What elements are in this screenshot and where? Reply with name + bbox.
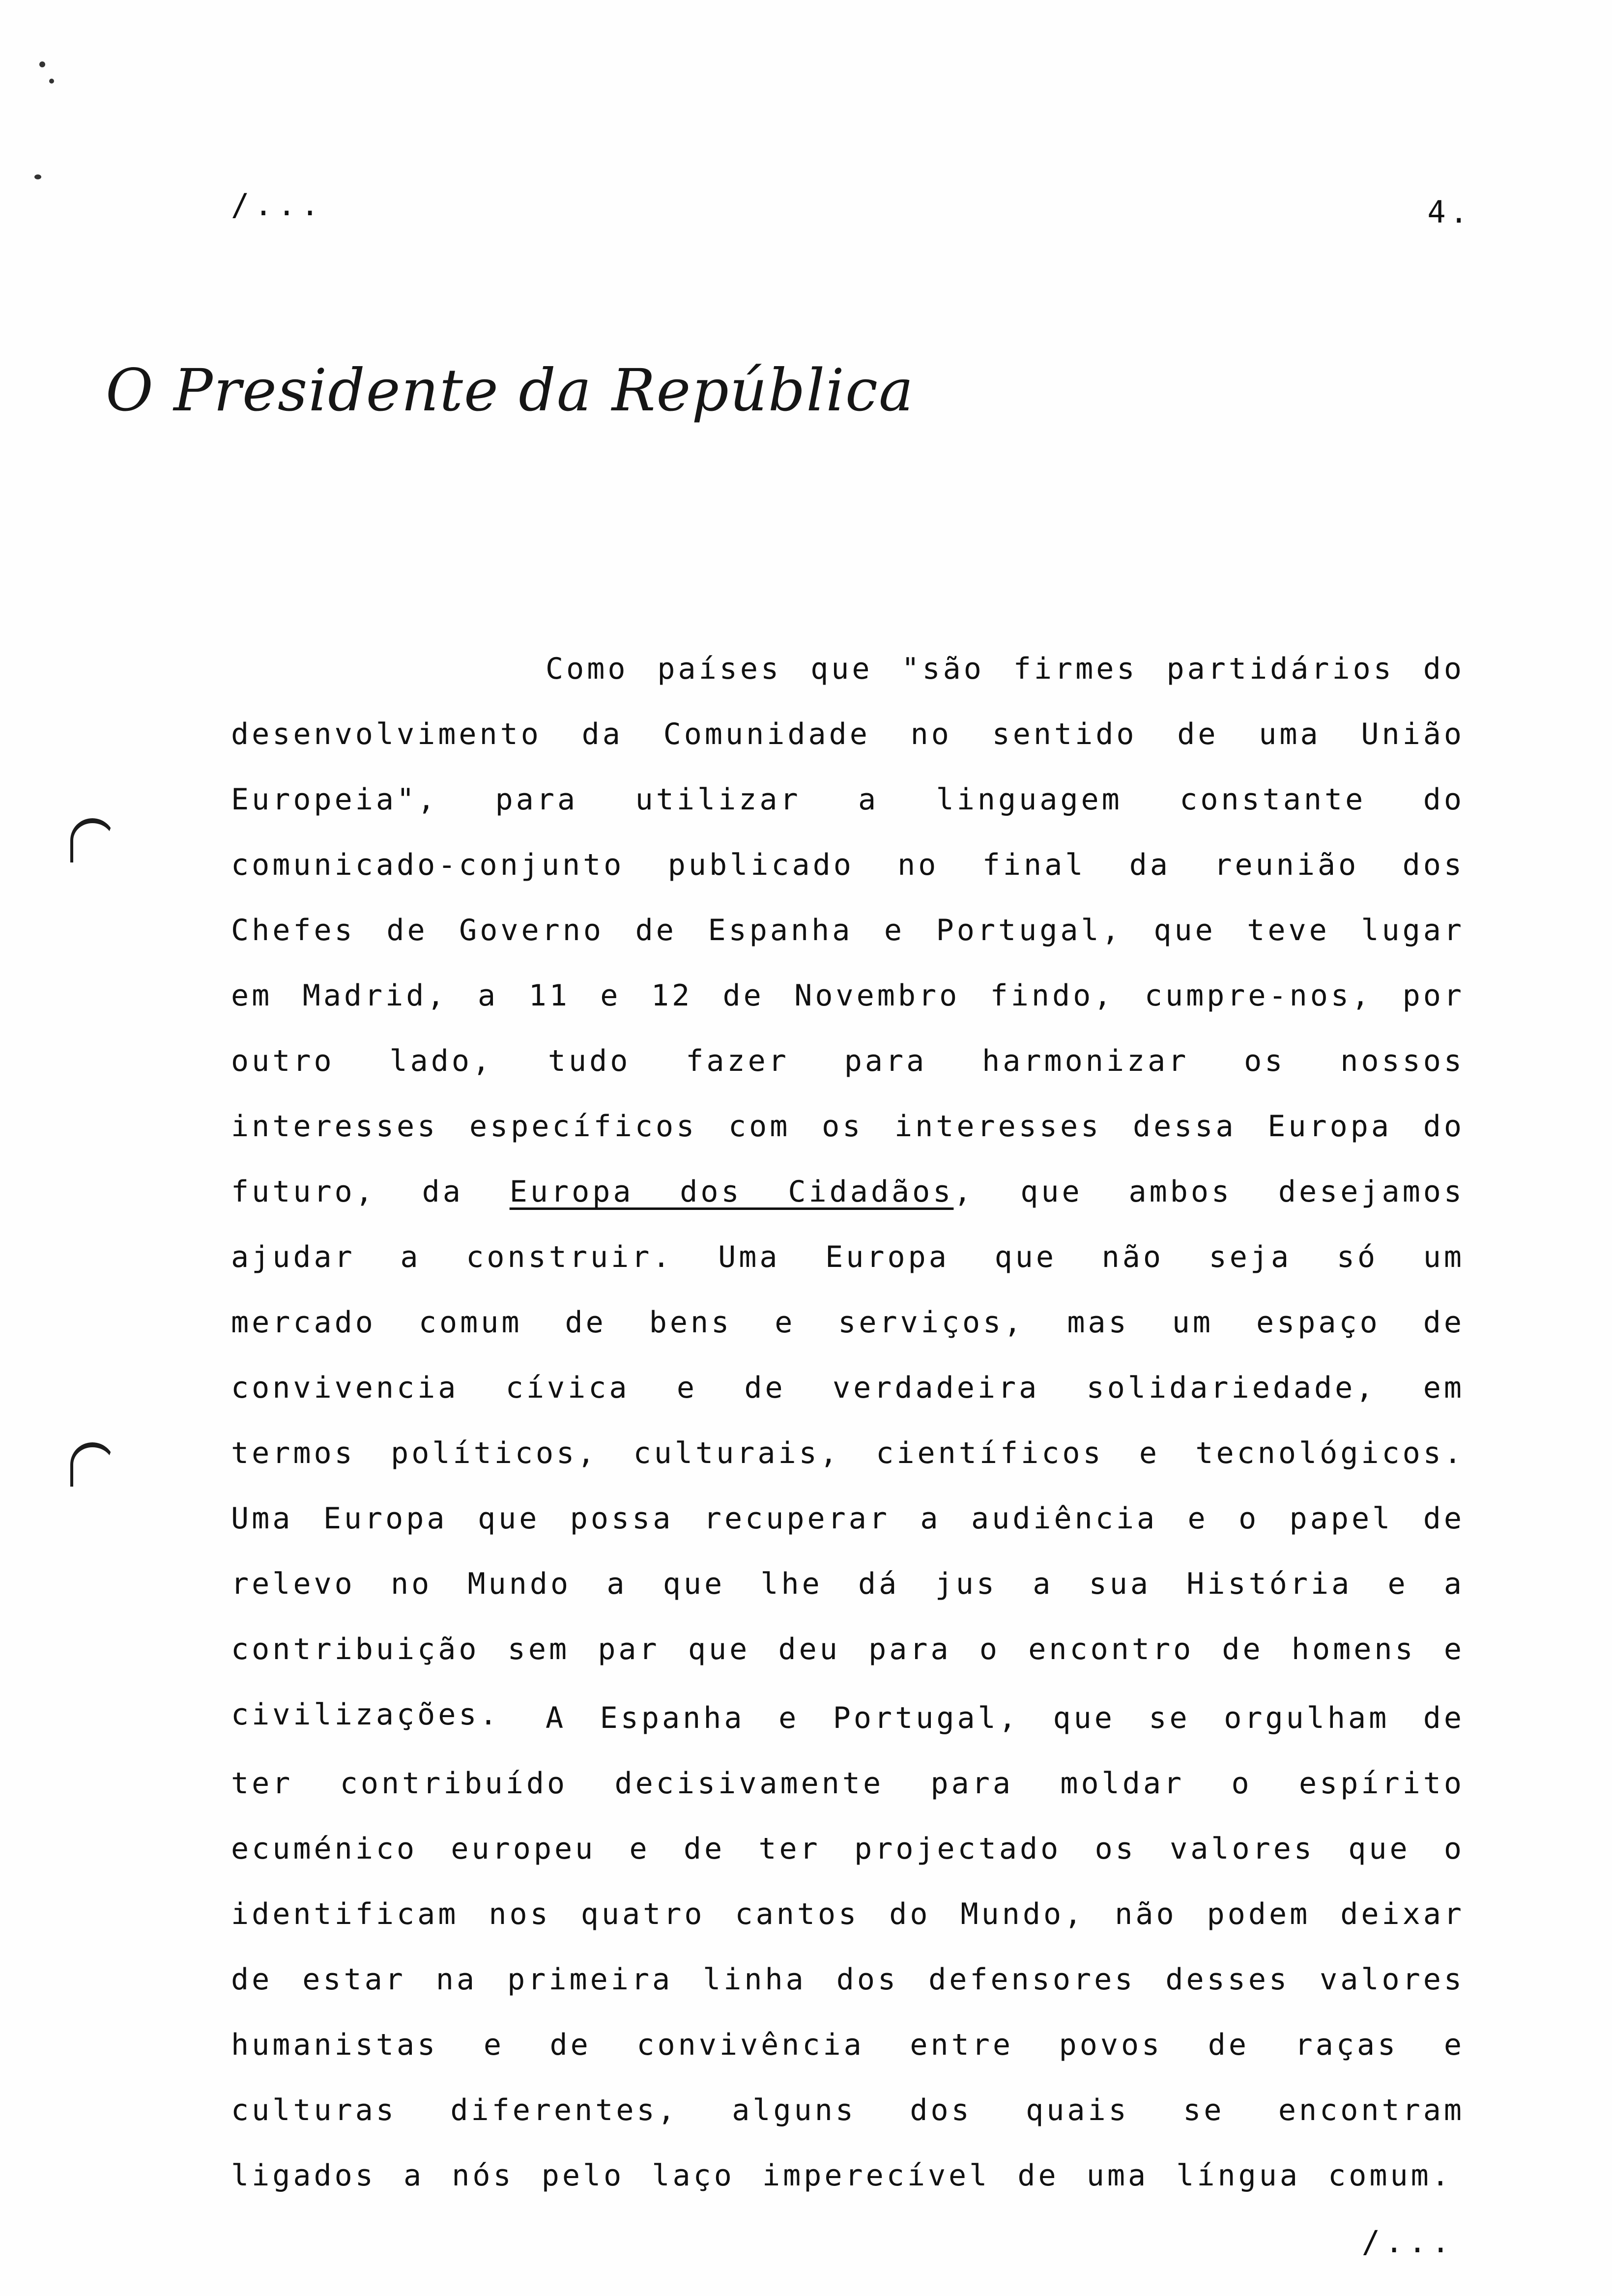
- body-paragraph-2: A Espanha e Portugal, que se orgulham de ter contribuído decisivamente para moldar o espírito ecuménico europeu e de ter projectado os valores que o identificam nos quatro cantos do Mundo, não podem deixar de estar na primeira linha dos defensores desses valores humanistas e de convivência entre povos de raças e culturas diferentes, alguns dos quais se encontram ligados a nós pelo laço imperecível de uma língua comum.: [231, 1701, 1465, 2193]
- footer-continuation-mark: /...: [1361, 2224, 1455, 2260]
- scan-speck: [49, 79, 54, 84]
- letterhead-title: O Presidente da República: [106, 356, 915, 424]
- punch-hole-mark: [70, 1442, 115, 1487]
- punch-hole-mark: [70, 818, 115, 862]
- scan-speck: [34, 174, 41, 179]
- scan-speck: [39, 61, 45, 67]
- underlined-phrase: Europa dos Cidadãos: [509, 1175, 954, 1209]
- header-continuation-mark: /...: [231, 187, 324, 223]
- paragraph-1-text-start: Como países que "são firmes partidários do desenvolvimento da Comunidade no sentido de uma União Europeia", para utilizar a linguagem constante do comunicado-conjunto publicado no final da reunião dos Chefes de Governo de Espanha e Portugal, que teve lugar em Madrid, a 11 e 12 de Novembro findo, cumpre-nos, por outro lado, tudo fazer para harmonizar os nossos interesses específicos com os interesses dessa Europa do futuro, da: [231, 652, 1465, 1209]
- page-number: 4.: [1427, 194, 1472, 230]
- paragraph-1-text-end: , que ambos desejamos ajudar a construir. Uma Europa que não seja só um mercado comum de bens e serviços, mas um espaço de convivencia cívica e de verdadeira solidariedade, em termos políticos, culturais, científicos e tecnológicos. Uma Europa que possa recuperar a audiência e o papel de relevo no Mundo a que lhe dá jus a sua História e a contribuição sem par que deu para o encontro de homens e civilizações.: [231, 1175, 1465, 1732]
- body-paragraph-1: [231, 636, 1465, 1748]
